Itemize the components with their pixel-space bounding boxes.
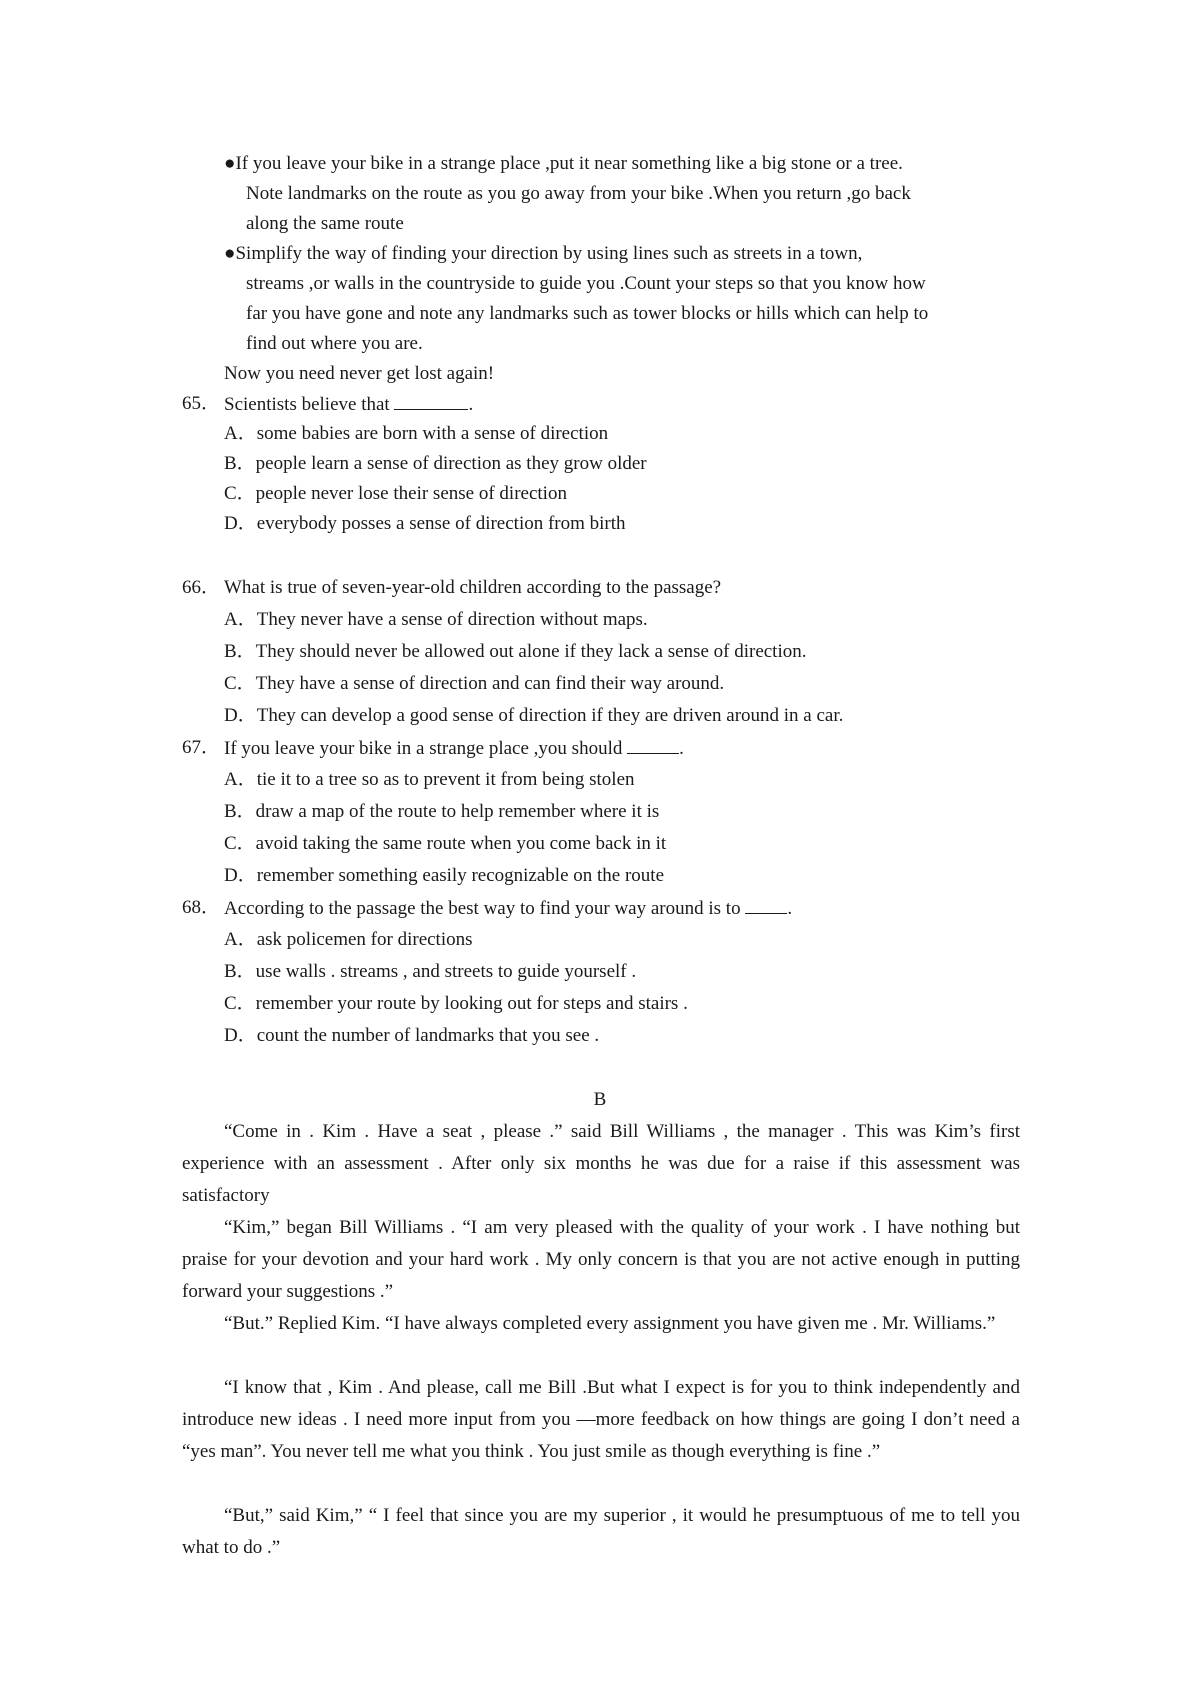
question-68-option-d: D．count the number of landmarks that you see . [224, 1025, 600, 1046]
question-67-stem [224, 736, 684, 760]
question-68-option-c: C．remember your route by looking out for steps and stairs . [224, 993, 688, 1014]
answer-blank [394, 392, 468, 410]
question-65-option-b: B．people learn a sense of direction as they grow older [224, 453, 647, 474]
question-68-stem [224, 896, 792, 920]
passage-paragraph-5: “But,” said Kim,” “ I feel that since you are my superior , it would he presumptuous of me to tell you what to do .” [182, 1505, 1020, 1558]
question-65-option-a: A．some babies are born with a sense of direction [224, 423, 609, 444]
question-65-tail: . [468, 394, 474, 415]
question-67-stem-text: If you leave your bike in a strange place ,you should [224, 738, 623, 759]
question-68-number: 68． [182, 897, 221, 918]
question-67-option-a: A．tie it to a tree so as to prevent it from being stolen [224, 769, 635, 790]
tip-bullet-1-line-3: along the same route [246, 213, 404, 234]
question-68-option-a: A．ask policemen for directions [224, 929, 473, 950]
question-66-stem: What is true of seven-year-old children according to the passage? [224, 577, 722, 598]
closing-sentence: Now you need never get lost again! [224, 363, 495, 384]
question-65-stem [224, 392, 473, 416]
tip-bullet-2-line-1: ●Simplify the way of finding your direction by using lines such as streets in a town, [224, 243, 863, 264]
question-67-option-d: D．remember something easily recognizable on the route [224, 865, 665, 886]
question-68-stem-text: According to the passage the best way to find your way around is to [224, 898, 741, 919]
question-68-option-b: B．use walls . streams , and streets to guide yourself . [224, 961, 637, 982]
question-68-tail: . [787, 898, 793, 919]
question-65-option-d: D．everybody posses a sense of direction from birth [224, 513, 626, 534]
question-67-option-b: B．draw a map of the route to help remember where it is [224, 801, 660, 822]
question-66-number: 66． [182, 577, 221, 598]
tip-bullet-2-line-2: streams ,or walls in the countryside to guide you .Count your steps so that you know how [246, 273, 926, 294]
tip-bullet-1-line-1: ●If you leave your bike in a strange place ,put it near something like a big stone or a tree. [224, 153, 903, 174]
passage-paragraph-2: “Kim,” began Bill Williams . “I am very pleased with the quality of your work . I have nothing but praise for your devotion and your hard work . My only concern is that you are not active enough in putting forward your suggestions .” [182, 1217, 1020, 1302]
question-66-option-c: C．They have a sense of direction and can find their way around. [224, 673, 725, 694]
question-65-number: 65． [182, 393, 221, 414]
question-66-option-b: B．They should never be allowed out alone if they lack a sense of direction. [224, 641, 807, 662]
tip-bullet-2-line-4: find out where you are. [246, 333, 423, 354]
question-65-option-c: C．people never lose their sense of direction [224, 483, 567, 504]
question-67-option-c: C．avoid taking the same route when you come back in it [224, 833, 667, 854]
tip-bullet-2-line-3: far you have gone and note any landmarks such as tower blocks or hills which can help to [246, 303, 929, 324]
answer-blank [627, 736, 679, 754]
passage-paragraph-3: “But.” Replied Kim. “I have always completed every assignment you have given me . Mr. Williams.” [224, 1313, 996, 1334]
question-66-option-d: D．They can develop a good sense of direction if they are driven around in a car. [224, 705, 844, 726]
passage-paragraph-1: “Come in . Kim . Have a seat , please .” said Bill Williams , the manager . This was Kim’s first experience with an assessment . After only six months he was due for a raise if this assessment was satisfactory [182, 1121, 1020, 1206]
answer-blank [745, 896, 787, 914]
question-67-number: 67． [182, 737, 221, 758]
tip-bullet-1-line-2: Note landmarks on the route as you go away from your bike .When you return ,go back [246, 183, 911, 204]
question-67-tail: . [679, 738, 684, 759]
section-b-title: B [593, 1089, 607, 1110]
question-65-stem-text: Scientists believe that [224, 394, 390, 415]
passage-paragraph-4: “I know that , Kim . And please, call me Bill .But what I expect is for you to think independently and introduce new ideas . I need more input from you —more feedback on how things are going I don’t need a “yes man”. You never tell me what you think . You just smile as though everything is fine .” [182, 1377, 1020, 1462]
question-66-option-a: A．They never have a sense of direction without maps. [224, 609, 648, 630]
